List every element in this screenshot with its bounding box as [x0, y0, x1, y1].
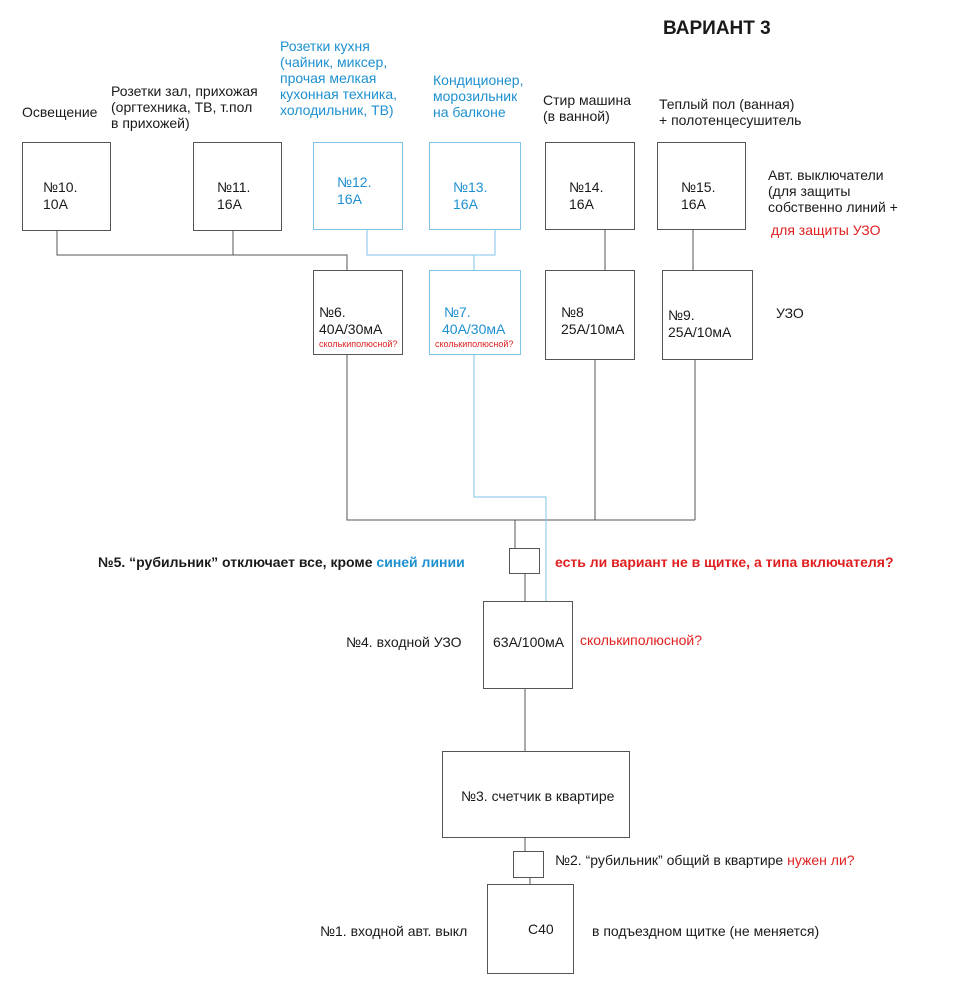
breaker-12-rating: 16А: [337, 191, 362, 207]
rcd-4-label: №4. входной УЗО: [346, 634, 462, 650]
breaker-14-rating: 16А: [569, 196, 594, 212]
switch-2-text: №2. “рубильник” общий в квартире: [555, 852, 788, 868]
breaker-15-id: №15.: [681, 179, 716, 195]
breaker-10-rating: 10А: [43, 196, 68, 212]
rcd-6-box: [313, 270, 403, 355]
rcd-9-box: [662, 270, 753, 360]
switch-5-text: №5. “рубильник” отключает все, кроме: [98, 554, 377, 570]
circuit-15-description: Теплый пол (ванная) + полотенцесушитель: [659, 96, 802, 128]
rcd-6-rating: 40А/30мА: [319, 321, 383, 337]
rcd-9-id: №9.: [668, 307, 695, 323]
rcd-7-id: №7.: [444, 304, 471, 320]
switch-2-label: [555, 852, 855, 868]
switch-5-label: [98, 554, 465, 570]
breaker-10-box: [22, 142, 111, 231]
switch-5-blue-line-text: синей линии: [376, 554, 465, 570]
rcd-7-poles-question: сколькиполюсной?: [435, 339, 514, 349]
meter-3-label: №3. счетчик в квартире: [461, 788, 615, 804]
breaker-12-id: №12.: [337, 174, 372, 190]
rcd-7-rating: 40А/30мА: [442, 321, 506, 337]
breaker-10-id: №10.: [43, 179, 78, 195]
circuit-12-description: Розетки кухня (чайник, миксер, прочая мелкая кухонная техника, холодильник, ТВ): [280, 38, 398, 118]
breakers-note-rcd: для защиты УЗО: [771, 222, 881, 238]
switch-2-question: нужен ли?: [787, 852, 855, 868]
breaker-14-box: [545, 142, 635, 230]
meter-3-box: [442, 751, 630, 838]
switch-5-question: есть ли вариант не в щитке, а типа включателя?: [555, 554, 894, 570]
breakers-note: Авт. выключатели (для защиты собственно линий +: [768, 167, 898, 215]
breaker-13-box: [429, 142, 521, 230]
rcd-6-poles-question: сколькиполюсной?: [319, 339, 398, 349]
breaker-11-id: №11.: [217, 179, 251, 195]
rcd-4-rating: 63А/100мА: [493, 634, 565, 650]
breaker-11-box: [193, 142, 282, 231]
breaker-1-location: в подъездном щитке (не меняется): [592, 923, 820, 939]
rcd-8-rating: 25А/10мА: [561, 321, 625, 337]
breaker-13-rating: 16А: [453, 196, 478, 212]
circuit-10-description: Освещение: [22, 104, 98, 120]
rcd-7-box: [429, 270, 521, 355]
breaker-1-box: [487, 884, 574, 974]
rcd-8-id: №8: [561, 304, 584, 320]
rcd-4-poles-question: сколькиполюсной?: [580, 632, 703, 648]
switch-2-box: [513, 851, 544, 878]
circuit-13-description: Кондиционер, морозильник на балконе: [433, 72, 524, 120]
rcd-6-id: №6.: [319, 304, 346, 320]
rcd-8-box: [545, 270, 635, 360]
rcd-9-rating: 25А/10мА: [668, 324, 732, 340]
switch-5-box: [509, 548, 540, 574]
rcd-row-label: УЗО: [776, 305, 804, 321]
breaker-11-rating: 16А: [217, 196, 242, 212]
breaker-14-id: №14.: [569, 179, 604, 195]
diagram-title: ВАРИАНТ 3: [663, 18, 771, 39]
circuit-11-description: Розетки зал, прихожая (оргтехника, ТВ, т.пол в прихожей): [111, 83, 258, 131]
breaker-13-id: №13.: [453, 179, 488, 195]
breaker-15-rating: 16А: [681, 196, 706, 212]
rcd-4-box: [483, 601, 573, 689]
circuit-14-description: Стир машина (в ванной): [543, 92, 631, 124]
breaker-1-rating: С40: [528, 921, 554, 937]
breaker-15-box: [657, 142, 746, 230]
breaker-12-box: [313, 142, 403, 230]
breaker-1-label: №1. входной авт. выкл: [320, 923, 468, 939]
